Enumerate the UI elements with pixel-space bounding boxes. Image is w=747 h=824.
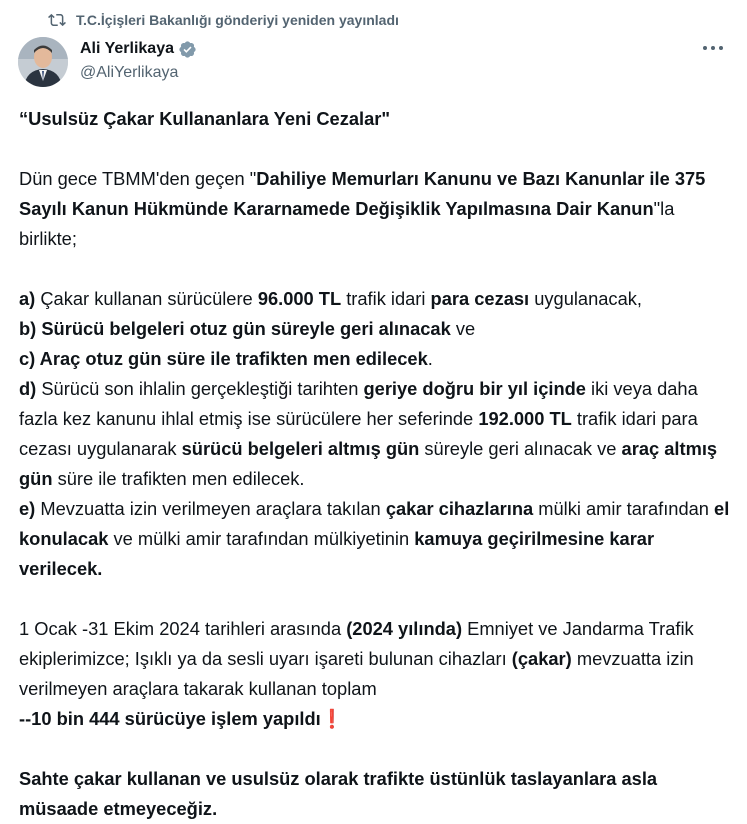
repost-text: T.C.İçişleri Bakanlığı gönderiyi yeniden yayınladı — [76, 12, 399, 28]
tweet-stats-total: --10 bin 444 sürücüye işlem yapıldı❗ — [19, 708, 344, 729]
tweet-title: “Usulsüz Çakar Kullananlara Yeni Cezalar" — [19, 108, 391, 129]
list-item: e) Mevzuatta izin verilmeyen araçlara takılan çakar cihazlarına mülki amir tarafından el konulacak ve mülki amir tarafından mülkiyetinin kamuya geçirilmesine karar verilecek. — [19, 498, 730, 579]
tweet-intro: Dün gece TBMM'den geçen "Dahiliye Memurları Kanunu ve Bazı Kanunlar ile 375 Sayılı Kanun Hükmünde Kararnamede Değişiklik Yapılmasına Dair Kanun"la birlikte; — [19, 168, 706, 249]
repost-icon — [48, 11, 66, 29]
tweet-closing: Sahte çakar kullanan ve usulsüz olarak trafikte üstünlük taslayanlara asla müsaade etmeyeceğiz. — [19, 768, 658, 819]
more-icon — [702, 45, 724, 51]
tweet-stats: 1 Ocak -31 Ekim 2024 tarihleri arasında (2024 yılında) Emniyet ve Jandarma Trafik ekiplerimizce; Işıklı ya da sesli uyarı işareti bulunan cihazları (çakar) mevzuatta izin verilmeyen araçlara takarak kullanan toplam — [19, 618, 694, 699]
list-item: a) Çakar kullanan sürücülere 96.000 TL trafik idari para cezası uygulanacak, — [19, 288, 642, 309]
repost-indicator[interactable] — [48, 10, 399, 30]
list-item: d) Sürücü son ihlalin gerçekleştiği tarihten geriye doğru bir yıl içinde iki veya daha fazla kez kanunu ihlal etmiş ise sürücülere her seferinde 192.000 TL trafik idari para cezası uygulanarak sürücü belgeleri altmış gün süreyle geri alınacak ve araç altmış gün süre ile trafikten men edilecek. — [19, 378, 718, 489]
author-block — [80, 38, 197, 82]
more-options-button[interactable] — [701, 38, 725, 58]
verified-badge-icon[interactable] — [178, 40, 197, 59]
author-name[interactable]: Ali Yerlikaya — [80, 40, 174, 57]
exclamation-icon: ❗ — [320, 708, 344, 729]
list-item: b) Sürücü belgeleri otuz gün süreyle geri alınacak ve — [19, 318, 476, 339]
author-handle[interactable]: @AliYerlikaya — [80, 64, 179, 81]
avatar[interactable] — [18, 37, 68, 87]
list-item: c) Araç otuz gün süre ile trafikten men edilecek. — [19, 348, 433, 369]
tweet-text — [19, 104, 731, 824]
